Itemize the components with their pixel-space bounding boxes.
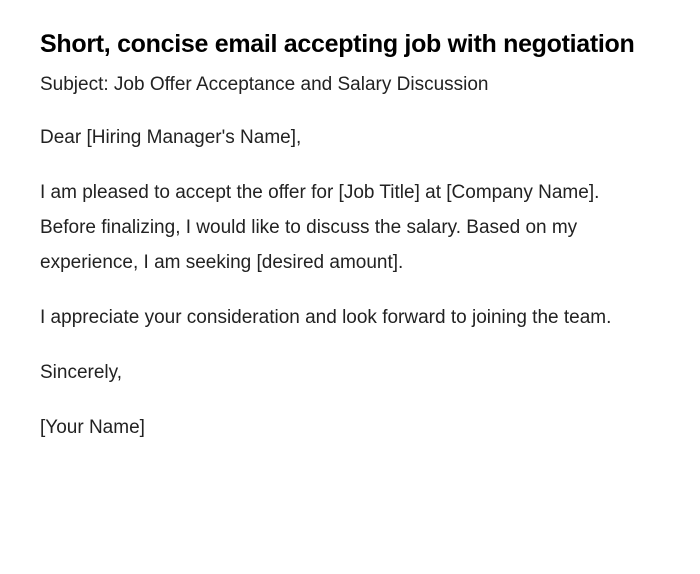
page-title: Short, concise email accepting job with negotiation <box>40 30 635 58</box>
signature: [Your Name] <box>40 417 145 438</box>
closing: Sincerely, <box>40 362 123 383</box>
greeting: Dear [Hiring Manager's Name], <box>40 127 302 148</box>
email-subject: Subject: Job Offer Acceptance and Salary Discussion <box>40 74 489 95</box>
body-paragraph-2: I appreciate your consideration and look forward to joining the team. <box>40 307 612 328</box>
body-paragraph-1: I am pleased to accept the offer for [Job Title] at [Company Name]. Before finalizing, I would like to discuss the salary. Based on my experience, I am seeking [desired amount]. <box>40 182 600 273</box>
